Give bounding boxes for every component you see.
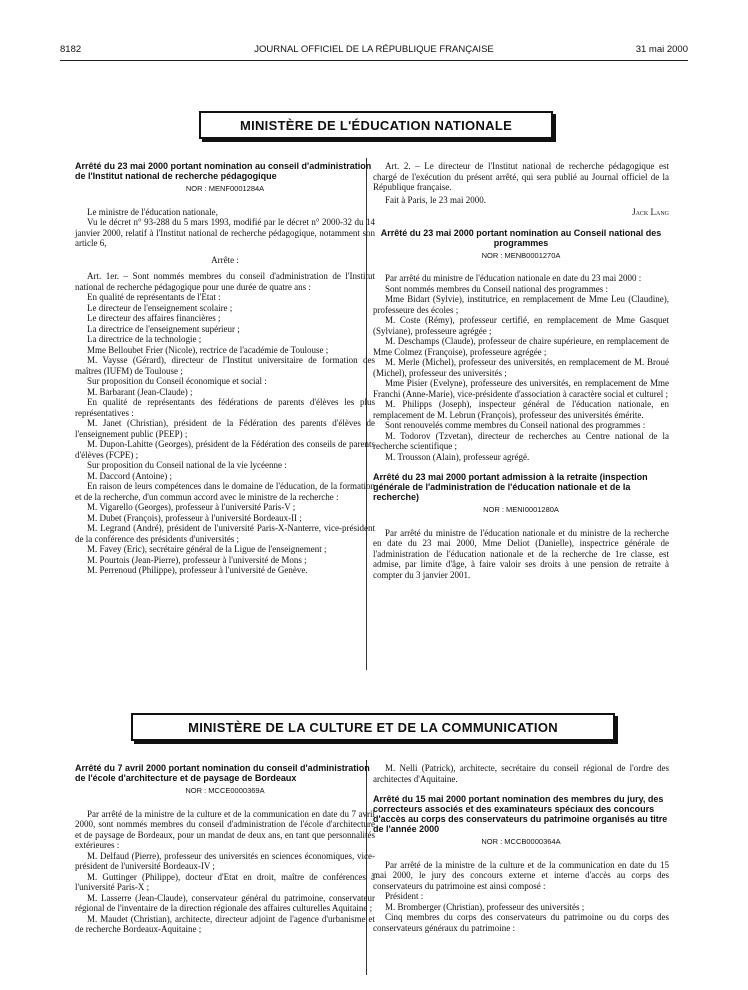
- nor-reference: NOR : MENI0001280A: [483, 505, 559, 514]
- paragraph: Président :: [385, 891, 424, 901]
- list-item: M. Dupon-Lahitte (Georges), président de la Fédération des conseils de parents d'élèves (FCPE) ;: [75, 439, 375, 460]
- paragraph: Par arrêté de la ministre de la culture et de la communication en date du 15 mai 2000, le jury des concours externe et interne d'accès au corps des conservateurs du patrimoine est ainsi composé :: [373, 859, 669, 891]
- decree-heading: Arrêté du 23 mai 2000 portant nomination au Conseil national des programmes: [380, 227, 662, 248]
- list-item: M. Nelli (Patrick), architecte, secrétaire du conseil régional de l'ordre des architectes d'Aquitaine.: [373, 763, 669, 784]
- journal-title: JOURNAL OFFICIEL DE LA RÉPUBLIQUE FRANÇAISE: [254, 44, 494, 55]
- paragraph: En qualité de représentants de l'Etat :: [87, 292, 221, 302]
- list-item: M. Todorov (Tzvetan), directeur de recherches au Centre national de la recherche scientifique ;: [373, 430, 669, 451]
- list-item: M. Trousson (Alain), professeur agrégé.: [385, 451, 530, 462]
- paragraph: En qualité de représentants des fédérations de parents d'élèves les plus représentatives :: [75, 397, 375, 418]
- list-item: Mme Belloubet Frier (Nicole), rectrice de l'académie de Toulouse ;: [87, 344, 329, 355]
- signature: Jack Lang: [632, 207, 669, 217]
- list-item: M. Coste (Rémy), professeur certifié, en remplacement de Mme Gasquet (Sylviane), professeure agrégée ;: [373, 315, 669, 336]
- ministry-title-culture: MINISTÈRE DE LA CULTURE ET DE LA COMMUNICATION: [131, 713, 615, 741]
- paragraph: Sont renouvelés comme membres du Conseil national des programmes :: [385, 420, 646, 430]
- list-item: M. Bromberger (Christian), professeur des universités ;: [385, 901, 585, 912]
- list-item: M. Barbarant (Jean-Claude) ;: [87, 386, 193, 397]
- article-paragraph: Art. 2. – Le directeur de l'Institut national de recherche pédagogique est chargé de l'exécution du présent arrêté, qui sera publié au Journal officiel de la République française.: [373, 161, 669, 192]
- section1-left-column: [75, 161, 375, 576]
- list-item: Le directeur de l'enseignement scolaire ;: [87, 302, 233, 313]
- list-item: La directrice de l'enseignement supérieur ;: [87, 323, 240, 334]
- list-item: M. Merle (Michel), professeur des universités, en remplacement de M. Broué (Michel), professeur des universités ;: [373, 357, 669, 378]
- paragraph: Sur proposition du Conseil économique et social :: [87, 376, 267, 386]
- list-item: M. Dubet (François), professeur à l'université Bordeaux-II ;: [87, 512, 302, 523]
- list-item: M. Philipps (Joseph), inspecteur général de l'éducation nationale, en remplacement de M. Lebrun (François), professeur des universités émérite.: [373, 399, 669, 420]
- list-item: M. Maudet (Christian), architecte, directeur adjoint de l'agence d'urbanisme et de recherche Bordeaux-Aquitaine ;: [75, 913, 375, 934]
- section2-right-column: [373, 763, 669, 933]
- nor-reference: NOR : MCCE0000369A: [185, 786, 265, 795]
- list-item: M. Lasserre (Jean-Claude), conservateur général du patrimoine, conservateur régional de l'inventaire de la direction régionale des affaires culturelles Aquitaine ;: [75, 892, 375, 913]
- list-item: M. Vigarello (Georges), professeur à l'université Paris-V ;: [87, 502, 296, 512]
- list-item: Le directeur des affaires financières ;: [87, 313, 221, 323]
- list-item: M. Perrenoud (Philippe), professeur à l'université de Genève.: [87, 565, 308, 575]
- decree-heading: Arrêté du 15 mai 2000 portant nomination des membres du jury, des correcteurs associés et des examinateurs spéciaux des concours d'accès au corps des conservateurs du patrimoine organisés au titre de l'année 2000: [373, 794, 668, 834]
- page-number: 8182: [60, 44, 82, 55]
- nor-reference: NOR : MENB0001270A: [481, 250, 561, 260]
- done-at: Fait à Paris, le 23 mai 2000.: [385, 194, 486, 205]
- decree-heading: Arrêté du 23 mai 2000 portant nomination au conseil d'administration de l'Institut national de recherche pédagogique: [75, 161, 372, 181]
- list-item: M. Daccord (Antoine) ;: [87, 470, 172, 481]
- paragraph: Arrête :: [211, 254, 239, 265]
- list-item: Mme Pisier (Evelyne), professeure des universités, en remplacement de Mme Franchi (Anne-Marie), vice-présidente d'association à caractère social et culturel ;: [373, 378, 669, 399]
- paragraph: Par arrêté de la ministre de la culture et de la communication en date du 7 avril 2000, sont nommés membres du conseil d'administration de l'école d'architecture et de paysage de Bordeaux, pour un mandat de deux ans, en tant que personnalités extérieures :: [75, 808, 375, 850]
- list-item: M. Delfaud (Pierre), professeur des universités en sciences économiques, vice-président de l'université Bordeaux-IV ;: [75, 850, 375, 871]
- list-item: M. Favey (Eric), secrétaire général de la Ligue de l'enseignement ;: [87, 544, 327, 554]
- paragraph: En raison de leurs compétences dans le domaine de l'éducation, de la formation et de la recherche, d'un commun accord avec le ministre de la recherche :: [75, 481, 375, 502]
- article-paragraph: Art. 1er. – Sont nommés membres du conseil d'administration de l'Institut national de recherche pédagogique pour une durée de quatre ans :: [75, 271, 375, 292]
- paragraph: Sur proposition du Conseil national de la vie lycéenne :: [87, 460, 287, 470]
- decree-heading: Arrêté du 23 mai 2000 portant admission à la retraite (inspection générale de l'administration de l'éducation nationale et de la recherche): [373, 472, 648, 502]
- paragraph: Cinq membres du corps des conservateurs du patrimoine ou du corps des conservateurs généraux du patrimoine :: [373, 912, 669, 933]
- nor-reference: NOR : MENF0001284A: [185, 184, 265, 193]
- paragraph: Par arrêté du ministre de l'éducation nationale en date du 23 mai 2000 :: [385, 273, 642, 283]
- header-rule: [60, 60, 688, 61]
- decree-heading: Arrêté du 7 avril 2000 portant nomination du conseil d'administration de l'école d'architecture et de paysage de Bordeaux: [75, 763, 370, 783]
- running-header: [60, 44, 688, 58]
- ministry-title-education: MINISTÈRE DE L'ÉDUCATION NATIONALE: [199, 111, 553, 139]
- list-item: M. Deschamps (Claude), professeur de chaire supérieure, en remplacement de Mme Colmez (Françoise), professeure agrégée ;: [373, 336, 669, 357]
- paragraph: Sont nommés membres du Conseil national des programmes :: [385, 283, 608, 294]
- nor-reference: NOR : MCCB0000364A: [481, 837, 561, 846]
- list-item: M. Vaysse (Gérard), directeur de l'Institut universitaire de formation des maîtres (IUFM) de Toulouse ;: [75, 355, 375, 376]
- list-item: M. Legrand (André), président de l'université Paris-X-Nanterre, vice-président de la conférence des présidents d'universités ;: [75, 523, 375, 544]
- paragraph: Le ministre de l'éducation nationale,: [87, 206, 218, 217]
- section2-left-column: [75, 763, 375, 935]
- paragraph: Par arrêté du ministre de l'éducation nationale et du ministre de la recherche en date du 23 mai 2000, Mme Deliot (Danielle), inspectrice générale de l'administration de l'éducation nationale et de la recherche de 1re classe, est admise, par limite d'âge, à faire valoir ses droits à une pension de retraite à compter du 3 janvier 2001.: [373, 527, 669, 580]
- list-item: M. Guttinger (Philippe), docteur d'Etat en droit, maître de conférences à l'université Paris-X ;: [75, 871, 375, 892]
- list-item: Mme Bidart (Sylvie), institutrice, en remplacement de Mme Leu (Claudine), professeure des écoles ;: [373, 294, 669, 315]
- paragraph: Vu le décret n° 93-288 du 5 mars 1993, modifié par le décret n° 2000-32 du 14 janvier 2000, relatif à l'Institut national de recherche pédagogique, notamment son article 6,: [75, 217, 375, 248]
- list-item: M. Pourtois (Jean-Pierre), professeur à l'université de Mons ;: [87, 554, 307, 565]
- section1-right-column: [373, 161, 669, 580]
- list-item: La directrice de la technologie ;: [87, 334, 202, 344]
- list-item: M. Janet (Christian), président de la Fédération des parents d'élèves de l'enseignement public (PEEP) ;: [75, 418, 375, 439]
- issue-date: 31 mai 2000: [635, 44, 688, 55]
